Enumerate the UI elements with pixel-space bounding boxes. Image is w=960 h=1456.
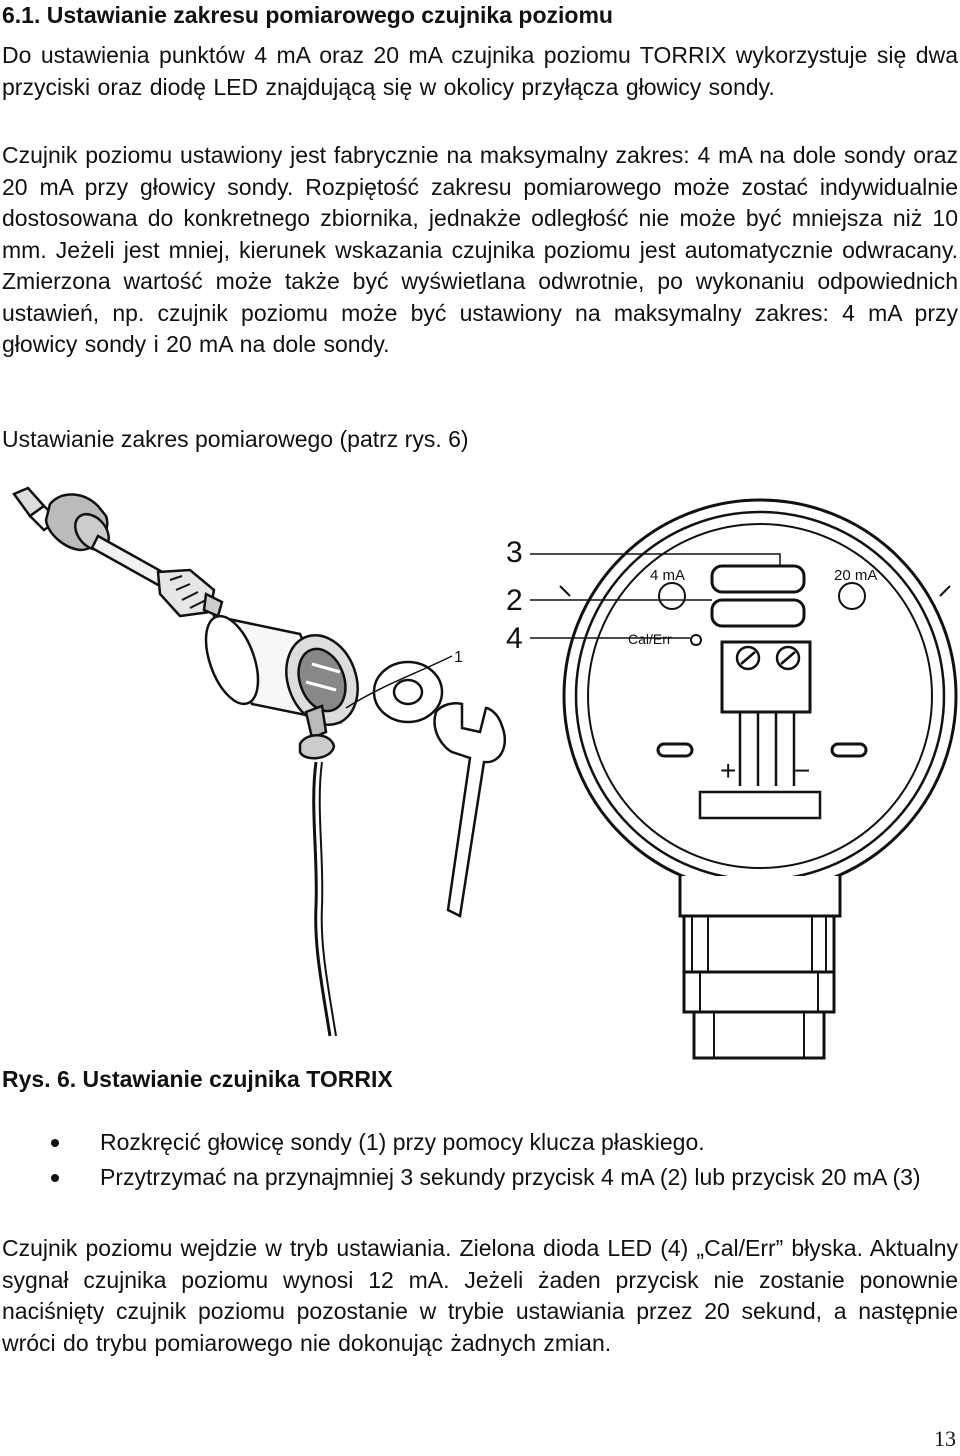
led-label: Cal/Err xyxy=(628,631,672,647)
probe-assembly-drawing xyxy=(14,488,505,1036)
list-item-text: Przytrzymać na przynajmniej 3 sekundy przycisk 4 mA (2) lub przycisk 20 mA (3) xyxy=(100,1163,921,1190)
button-20ma-label: 20 mA xyxy=(834,567,878,584)
list-item xyxy=(0,1127,960,1159)
range-paragraph: Czujnik poziomu ustawiony jest fabrycznie na maksymalny zakres: 4 mA na dole sondy oraz 20 mA przy głowicy sondy. Rozpiętość zakresu pomiarowego może zostać indywidualnie dostosowana do konkretnego zbiornika, jednakże odległość nie może być mniejsza niż 10 mm. Jeżeli jest mniej, kierunek wskazania czujnika poziomu jest automatycznie odwracany. Zmierzona wartość może także być wyświetlana odwrotnie, po wykonaniu odpowiednich ustawień, np. czujnik poziomu może być ustawiony na maksymalny zakres: 4 mA przy głowicy sondy i 20 mA na dole sondy. xyxy=(2,142,958,357)
terminal-plus-label: + xyxy=(720,755,737,786)
instruction-list xyxy=(0,1127,960,1196)
result-paragraph: Czujnik poziomu wejdzie w tryb ustawiania. Zielona dioda LED (4) „Cal/Err” błyska. Aktualny sygnał czujnika poziomu wynosi 12 mA. Jeżeli żaden przycisk nie zostanie ponownie naciśnięty czujnik poziomu pozostanie w trybie ustawiania przez 20 sekund, a następnie wróci do trybu pomiarowego nie dokonując żadnych zmian. xyxy=(2,1235,958,1356)
page-number: 13 xyxy=(934,1426,956,1451)
list-item-text: Rozkręcić głowicę sondy (1) przy pomocy klucza płaskiego. xyxy=(100,1129,705,1155)
terminal-minus-label: − xyxy=(794,755,811,786)
procedure-subheading: Ustawianie zakres pomiarowego (patrz rys. 6) xyxy=(2,426,469,452)
transmitter-head-drawing xyxy=(530,500,956,1058)
bullet-icon xyxy=(51,1139,59,1147)
callout-4: 4 xyxy=(506,622,523,655)
callout-head-number: 1 xyxy=(454,649,463,666)
figure-caption: Rys. 6. Ustawianie czujnika TORRIX xyxy=(2,1066,393,1092)
list-item xyxy=(0,1162,960,1194)
button-4ma-label: 4 mA xyxy=(650,567,686,584)
figure-torrix-setup xyxy=(0,476,960,1066)
callout-2: 2 xyxy=(506,584,523,617)
callout-3: 3 xyxy=(506,536,523,569)
section-title: 6.1. Ustawianie zakresu pomiarowego czujnika poziomu xyxy=(2,2,613,28)
intro-paragraph: Do ustawienia punktów 4 mA oraz 20 mA czujnika poziomu TORRIX wykorzystuje się dwa przyciski oraz diodę LED znajdującą się w okolicy przyłącza głowicy sondy. xyxy=(2,42,958,100)
bullet-icon xyxy=(51,1174,59,1182)
